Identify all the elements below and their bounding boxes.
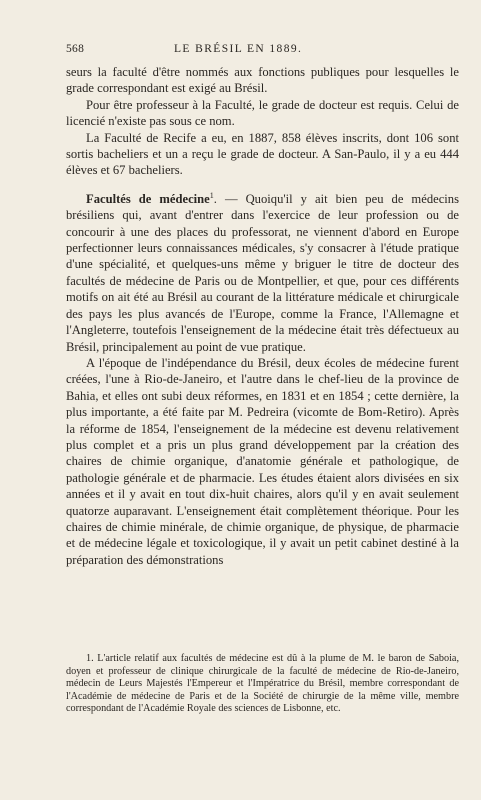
- page-number: 568: [66, 43, 85, 55]
- paragraph-2: Pour être professeur à la Faculté, le grade de docteur est requis. Celui de licencié n'existe pas sous ce nom.: [66, 97, 459, 129]
- section-heading: Facultés de médecine: [86, 191, 210, 206]
- body-text: [66, 64, 459, 568]
- paragraph-3: La Faculté de Recife a eu, en 1887, 858 élèves inscrits, dont 106 sont sortis bacheliers et un a reçu le grade de docteur. A San-Paulo, il y a eu 444 élèves et 67 bacheliers.: [66, 130, 459, 178]
- paragraph-1: seurs la faculté d'être nommés aux fonctions publiques pour lesquelles le grade correspondant est exigé au Brésil.: [66, 65, 459, 96]
- paragraph-5: A l'époque de l'indépendance du Brésil, deux écoles de médecine furent créées, l'une à Rio-de-Janeiro, et l'autre dans le chef-lieu de la province de Bahia, et elles ont subi deux réformes, en 1831 et en 1854 ; cette dernière, la plus importante, a été faite par M. Pedreira (vicomte de Bom-Retiro). Après la réforme de 1854, l'enseignement de la médecine est devenu relativement plus complet et a pris un plus grand développement par la création des chaires de chimie organique, d'anatomie générale et pathologique, de pathologie générale et de pharmacie. Les études étaient alors divisées en six années et il y avait en tout dix-huit chaires, alors qu'il y en avait seulement quatorze auparavant. L'enseignement était complètement théorique. Pour les chaires de chimie minérale, de chimie organique, de physique, de pharmacie et de médecine légale et toxicologique, il y avait un petit cabinet destiné à la préparation des démonstrations: [66, 355, 459, 567]
- paragraph-4: [66, 191, 459, 355]
- running-title: LE BRÉSIL EN 1889.: [174, 43, 303, 55]
- footnote: [66, 653, 459, 716]
- footnote-reference: 1: [209, 190, 214, 200]
- paragraph-4-text: . — Quoiqu'il y ait bien peu de médecins brésiliens qui, avant d'entrer dans l'exercice de leur profession ou de concourir à une des places du professorat, ne viennent d'abord en Europe perfectionner leurs connaissances médicales, s'y consacrer à l'étude pratique d'une spécialité, et quelques-uns même y briguer le titre de docteur des facultés de médecine de Paris ou de Montpellier, et que, pour ces différents motifs on ait été au Brésil au courant de la littérature médicale et chirurgicale des pays les plus avancés de l'Europe, comme la France, l'Allemagne et l'Angleterre, toutefois l'enseignement de la médecine était très défectueux au Brésil, principalement au point de vue pratique.: [66, 191, 459, 354]
- footnote-text: 1. L'article relatif aux facultés de médecine est dû à la plume de M. le baron de Saboia, doyen et professeur de clinique chirurgicale de la faculté de médecine de Rio-de-Janeiro, médecin de Leurs Majestés l'Empereur et l'Impératrice du Brésil, membre correspondant de l'Académie de médecine de Paris et de la Société de chirurgie de la même ville, membre correspondant de l'Académie Royale des sciences de Lisbonne, etc.: [66, 653, 459, 715]
- page-header: [66, 43, 458, 59]
